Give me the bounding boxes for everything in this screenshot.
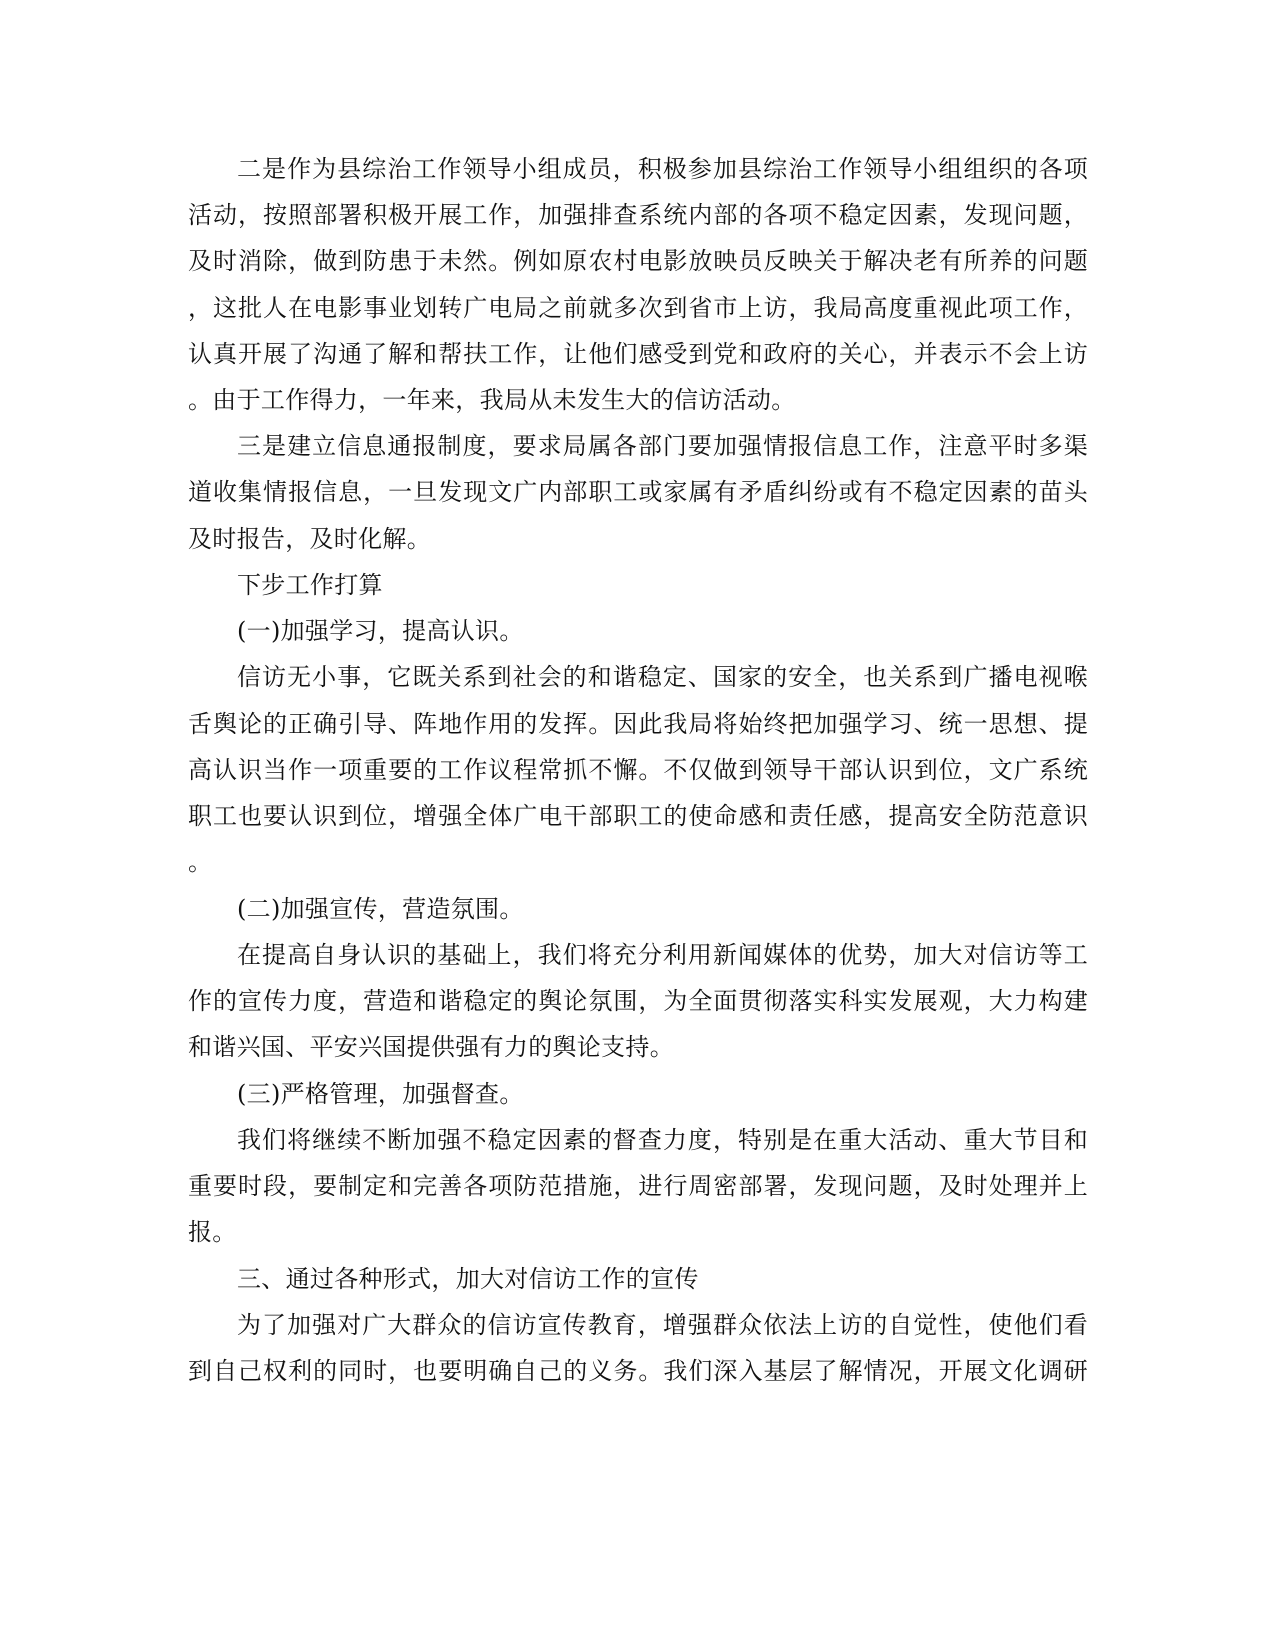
text-line: 职工也要认识到位，增强全体广电干部职工的使命感和责任感，提高安全防范意识 <box>188 802 1088 830</box>
text-line: 。由于工作得力，一年来，我局从未发生大的信访活动。 <box>188 386 796 414</box>
text-line: 为了加强对广大群众的信访宣传教育，增强群众依法上访的自觉性，使他们看 <box>237 1311 1088 1339</box>
text-line: 舌舆论的正确引导、阵地作用的发挥。因此我局将始终把加强学习、统一思想、提 <box>188 710 1088 738</box>
subsection-heading: (二)加强宣传，营造氛围。 <box>237 895 524 923</box>
text-line: 道收集情报信息，一旦发现文广内部职工或家属有矛盾纠纷或有不稳定因素的苗头 <box>188 478 1088 506</box>
text-line: 在提高自身认识的基础上，我们将充分利用新闻媒体的优势，加大对信访等工 <box>237 941 1088 969</box>
text-line: 二是作为县综治工作领导小组成员，积极参加县综治工作领导小组组织的各项 <box>237 155 1088 183</box>
subsection-heading: (三)严格管理，加强督查。 <box>237 1080 524 1108</box>
text-line: 。 <box>188 848 213 876</box>
text-line: 信访无小事，它既关系到社会的和谐稳定、国家的安全，也关系到广播电视喉 <box>237 663 1088 691</box>
text-line: 我们将继续不断加强不稳定因素的督查力度，特别是在重大活动、重大节目和 <box>237 1126 1088 1154</box>
text-line: 活动，按照部署积极开展工作，加强排查系统内部的各项不稳定因素，发现问题， <box>188 201 1088 229</box>
text-line: 三是建立信息通报制度，要求局属各部门要加强情报信息工作，注意平时多渠 <box>237 432 1088 460</box>
text-line: ，这批人在电影事业划转广电局之前就多次到省市上访，我局高度重视此项工作， <box>188 294 1088 322</box>
section-heading: 下步工作打算 <box>237 571 383 599</box>
text-line: 及时报告，及时化解。 <box>188 525 431 553</box>
text-line: 重要时段，要制定和完善各项防范措施，进行周密部署，发现问题，及时处理并上 <box>188 1172 1088 1200</box>
text-line: 和谐兴国、平安兴国提供强有力的舆论支持。 <box>188 1033 674 1061</box>
text-line: 报。 <box>188 1218 237 1246</box>
text-line: 高认识当作一项重要的工作议程常抓不懈。不仅做到领导干部认识到位，文广系统 <box>188 756 1088 784</box>
text-line: 作的宣传力度，营造和谐稳定的舆论氛围，为全面贯彻落实科实发展观，大力构建 <box>188 987 1088 1015</box>
text-line: 认真开展了沟通了解和帮扶工作，让他们感受到党和政府的关心，并表示不会上访 <box>188 340 1088 368</box>
subsection-heading: (一)加强学习，提高认识。 <box>237 617 524 645</box>
section-heading: 三、通过各种形式，加大对信访工作的宣传 <box>237 1265 699 1293</box>
text-line: 及时消除，做到防患于未然。例如原农村电影放映员反映关于解决老有所养的问题 <box>188 247 1088 275</box>
text-line: 到自己权利的同时，也要明确自己的义务。我们深入基层了解情况，开展文化调研 <box>188 1357 1088 1385</box>
